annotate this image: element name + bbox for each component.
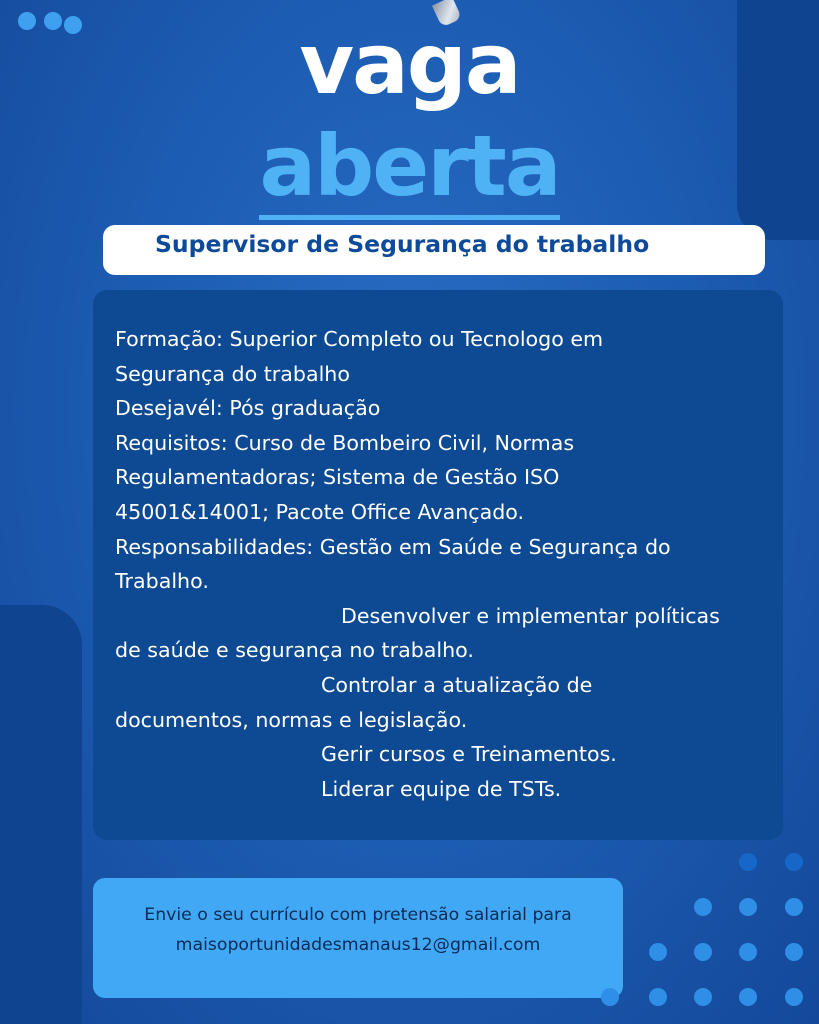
contact-instruction: Envie o seu currículo com pretensão salarial para bbox=[144, 905, 572, 925]
headline-vaga: vaga bbox=[299, 15, 520, 113]
detail-line: Responsabilidades: Gestão em Saúde e Segurança do bbox=[115, 534, 671, 559]
detail-line: Liderar equipe de TSTs. bbox=[321, 776, 562, 801]
detail-line: documentos, normas e legislação. bbox=[115, 707, 468, 732]
position-title-banner bbox=[103, 225, 765, 275]
job-details-card bbox=[93, 290, 783, 840]
contact-box bbox=[93, 878, 623, 998]
detail-line: Formação: Superior Completo ou Tecnologo em bbox=[115, 327, 604, 351]
position-title: Supervisor de Segurança do trabalho bbox=[155, 230, 650, 258]
decorative-shape-left bbox=[0, 605, 82, 1024]
detail-line: Trabalho. bbox=[115, 569, 209, 594]
detail-line: Gerir cursos e Treinamentos. bbox=[321, 742, 617, 767]
detail-line: de saúde e segurança no trabalho. bbox=[115, 638, 474, 663]
detail-line: Desejavél: Pós graduação bbox=[115, 396, 381, 421]
detail-line: Controlar a atualização de bbox=[321, 672, 593, 697]
detail-line: Desenvolver e implementar políticas bbox=[341, 603, 720, 628]
detail-line: 45001&14001; Pacote Office Avançado. bbox=[115, 499, 525, 524]
detail-line: Requisitos: Curso de Bombeiro Civil, Normas bbox=[115, 430, 575, 455]
detail-line: Regulamentadoras; Sistema de Gestão ISO bbox=[115, 465, 560, 490]
headline-aberta: aberta bbox=[0, 116, 819, 216]
detail-line: Segurança do trabalho bbox=[115, 361, 350, 386]
contact-email[interactable]: maisoportunidadesmanaus12@gmail.com bbox=[175, 935, 541, 955]
